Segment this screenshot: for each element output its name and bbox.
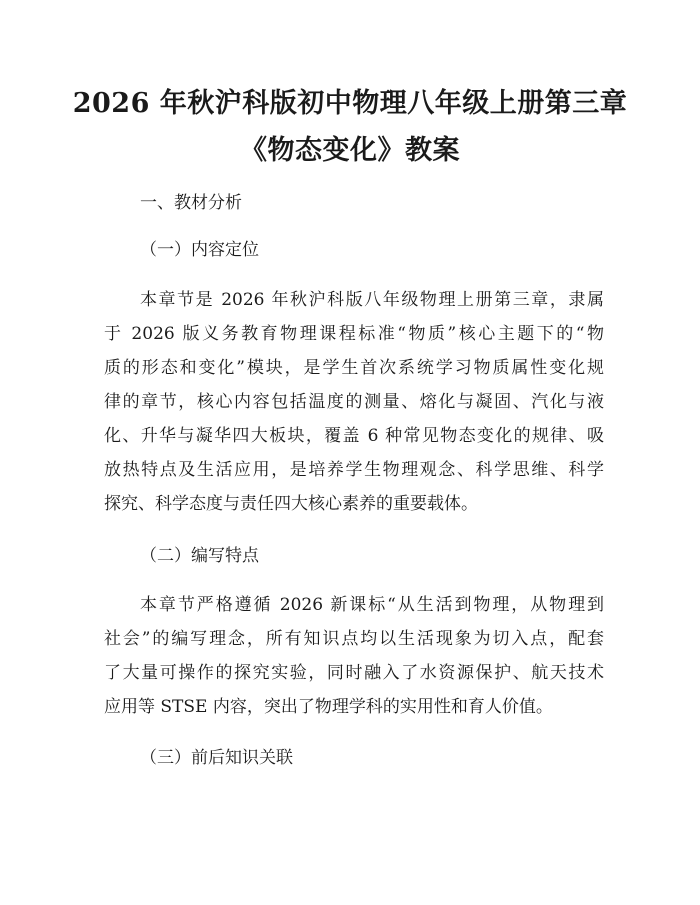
document-title-line-2: 《物态变化》教案 bbox=[240, 135, 460, 166]
paragraph-line: 社会”的编写理念，所有知识点均以生活现象为切入点，配套 bbox=[104, 629, 604, 649]
subheading-content-positioning: （一）内容定位 bbox=[140, 240, 259, 260]
paragraph-line: 应用等 STSE 内容，突出了物理学科的实用性和育人价值。 bbox=[104, 697, 553, 717]
subheading-knowledge-connection: （三）前后知识关联 bbox=[140, 748, 293, 768]
paragraph-line: 本章节是 2026 年秋沪科版八年级物理上册第三章，隶属 bbox=[140, 290, 604, 310]
paragraph-line: 于 2026 版义务教育物理课程标准“物质”核心主题下的“物 bbox=[104, 324, 604, 344]
subheading-writing-features: （二）编写特点 bbox=[140, 546, 259, 566]
paragraph-line: 了大量可操作的探究实验，同时融入了水资源保护、航天技术 bbox=[104, 663, 604, 683]
paragraph-line: 质的形态和变化”模块，是学生首次系统学习物质属性变化规 bbox=[104, 358, 604, 378]
paragraph-line: 本章节严格遵循 2026 新课标“从生活到物理，从物理到 bbox=[140, 595, 604, 615]
paragraph-line: 放热特点及生活应用，是培养学生物理观念、科学思维、科学 bbox=[104, 460, 604, 480]
section-heading-textbook-analysis: 一、教材分析 bbox=[140, 193, 242, 213]
paragraph-line: 律的章节，核心内容包括温度的测量、熔化与凝固、汽化与液 bbox=[104, 392, 604, 412]
document-title-line-1: 2026 年秋沪科版初中物理八年级上册第三章 bbox=[72, 88, 628, 119]
paragraph-line: 探究、科学态度与责任四大核心素养的重要载体。 bbox=[104, 494, 478, 514]
paragraph-line: 化、升华与凝华四大板块，覆盖 6 种常见物态变化的规律、吸 bbox=[104, 426, 604, 446]
